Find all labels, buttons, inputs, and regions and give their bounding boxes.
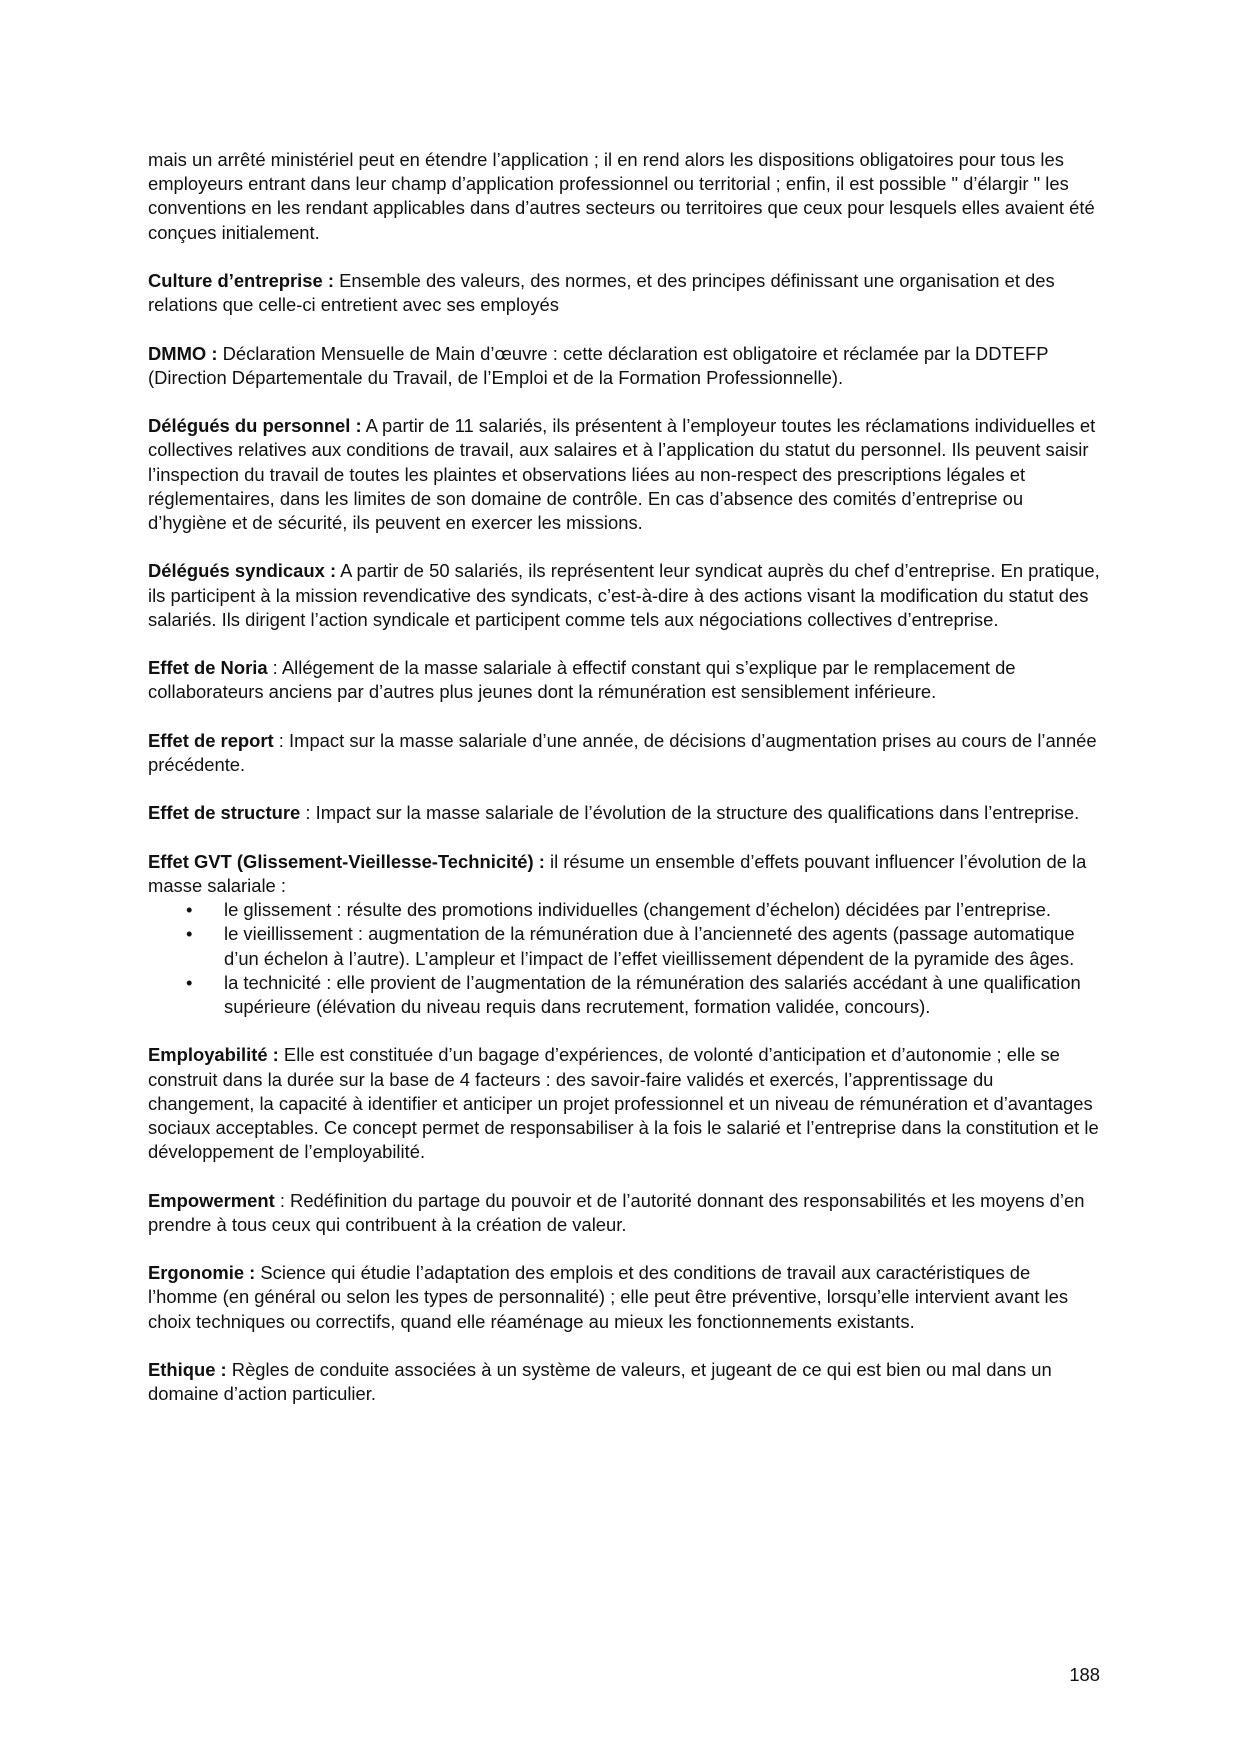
entry-effet-noria <box>148 656 1100 704</box>
entry-employabilite <box>148 1043 1100 1164</box>
entry-term: Effet de structure <box>148 802 301 824</box>
entry-term: Délégués syndicaux : <box>148 560 337 582</box>
entry-term: Employabilité : <box>148 1044 279 1066</box>
entry-culture-entreprise <box>148 269 1100 317</box>
bullet-icon: • <box>186 971 193 993</box>
bullet-icon: • <box>186 899 193 921</box>
entry-ethique <box>148 1358 1100 1406</box>
entry-definition: : Allégement de la masse salariale à effectif constant qui s’explique par le remplacement de collaborateurs anciens par d’autres plus jeunes dont la rémunération est sensiblement inférieure. <box>148 657 1016 703</box>
entry-definition: Science qui étudie l’adaptation des emplois et des conditions de travail aux caractéristiques de l’homme (en général ou selon les types de personnalité) ; elle peut être préventive, lorsqu’elle intervient avant les choix techniques ou correctifs, quand elle réaménage au mieux les fonctionnements existants. <box>148 1262 1069 1332</box>
entry-term: Ergonomie : <box>148 1262 256 1284</box>
entry-effet-report <box>148 729 1100 777</box>
entry-term: Effet de report <box>148 729 274 751</box>
entry-definition: : Impact sur la masse salariale de l’évolution de la structure des qualifications dans l’entreprise. <box>300 802 1080 824</box>
entry-definition: : Redéfinition du partage du pouvoir et de l’autorité donnant des responsabilités et les moyens d’en prendre à tous ceux qui contribuent à la création de valeur. <box>148 1189 1085 1235</box>
list-item-text: le vieillissement : augmentation de la rémunération due à l’ancienneté des agents (passage automatique d’un échelon à l’autre). L’ampleur et l’impact de l’effet vieillissement dépendent de la pyramide des âges. <box>224 923 1075 969</box>
entry-ergonomie <box>148 1261 1100 1334</box>
page-number: 188 <box>1069 1664 1100 1685</box>
entry-term: Ethique : <box>148 1358 227 1380</box>
list-item <box>148 898 1100 922</box>
entry-term: Empowerment <box>148 1189 275 1211</box>
entry-definition: A partir de 50 salariés, ils représentent leur syndicat auprès du chef d’entreprise. En pratique, ils participent à la mission revendicative des syndicats, c’est-à-dire à des actions visant la modification du statut des salariés. Ils dirigent l’action syndicale et participent comme tels aux négociations collectives d’entreprise. <box>148 560 1100 630</box>
entry-dmmo <box>148 342 1100 390</box>
entry-effet-gvt <box>148 850 1100 1019</box>
entry-term: Effet de Noria <box>148 657 268 679</box>
entry-delegues-syndicaux <box>148 559 1100 632</box>
entry-term: Délégués du personnel : <box>148 415 362 437</box>
intro-paragraph: mais un arrêté ministériel peut en étendre l’application ; il en rend alors les dispositions obligatoires pour tous les employeurs entrant dans leur champ d’application professionnel ou territorial ; enfin, il est possible " d’élargir " les conventions en les rendant applicables dans d’autres secteurs ou territoires que ceux pour lesquels elles avaient été conçues initialement. <box>148 149 1095 243</box>
list-item <box>148 971 1100 1019</box>
entry-definition: : Impact sur la masse salariale d’une année, de décisions d’augmentation prises au cours de l’année précédente. <box>148 729 1097 775</box>
entry-term: DMMO : <box>148 342 218 364</box>
gvt-bullet-list <box>148 898 1100 1019</box>
document-page <box>148 148 1100 1431</box>
entry-delegues-personnel <box>148 414 1100 535</box>
entry-definition: Déclaration Mensuelle de Main d’œuvre : cette déclaration est obligatoire et réclamée par la DDTEFP (Direction Départementale du Travail, de l’Emploi et de la Formation Professionnelle). <box>148 342 1049 388</box>
entry-definition: il résume un ensemble d’effets pouvant influencer l’évolution de la masse salariale : <box>148 850 1087 896</box>
bullet-icon: • <box>186 923 193 945</box>
list-item-text: le glissement : résulte des promotions individuelles (changement d’échelon) décidées par l’entreprise. <box>224 899 1052 921</box>
list-item-text: la technicité : elle provient de l’augmentation de la rémunération des salariés accédant à une qualification supérieure (élévation du niveau requis dans recrutement, formation validée, concours). <box>224 971 1081 1017</box>
entry-definition: Règles de conduite associées à un système de valeurs, et jugeant de ce qui est bien ou mal dans un domaine d’action particulier. <box>148 1358 1052 1405</box>
list-item <box>148 922 1100 970</box>
entry-definition: Elle est constituée d’un bagage d’expériences, de volonté d’anticipation et d’autonomie ; elle se construit dans la durée sur la base de 4 facteurs : des savoir-faire validés et exercés, l’apprentissage du changement, la capacité à identifier et anticiper un projet professionnel et un niveau de rémunération et d’avantages sociaux acceptables. Ce concept permet de responsabiliser à la fois le salarié et l’entreprise dans la constitution et le développement de l’employabilité. <box>148 1044 1099 1163</box>
entry-effet-structure <box>148 801 1100 825</box>
entry-term: Effet GVT (Glissement-Vieillesse-Technicité) : <box>148 850 545 872</box>
entry-empowerment <box>148 1189 1100 1237</box>
entry-gvt-intro <box>148 850 1100 898</box>
entry-definition: A partir de 11 salariés, ils présentent à l’employeur toutes les réclamations individuelles et collectives relatives aux conditions de travail, aux salaires et à l’application du statut du personnel. Ils peuvent saisir l’inspection du travail de toutes les plaintes et observations liées au non-respect des prescriptions légales et réglementaires, dans les limites de son domaine de contrôle. En cas d’absence des comités d’entreprise ou d’hygiène et de sécurité, ils peuvent en exercer les missions. <box>148 415 1096 533</box>
entry-definition: Ensemble des valeurs, des normes, et des principes définissant une organisation et des relations que celle-ci entretient avec ses employés <box>148 270 1055 316</box>
entry-term: Culture d’entreprise : <box>148 270 334 291</box>
